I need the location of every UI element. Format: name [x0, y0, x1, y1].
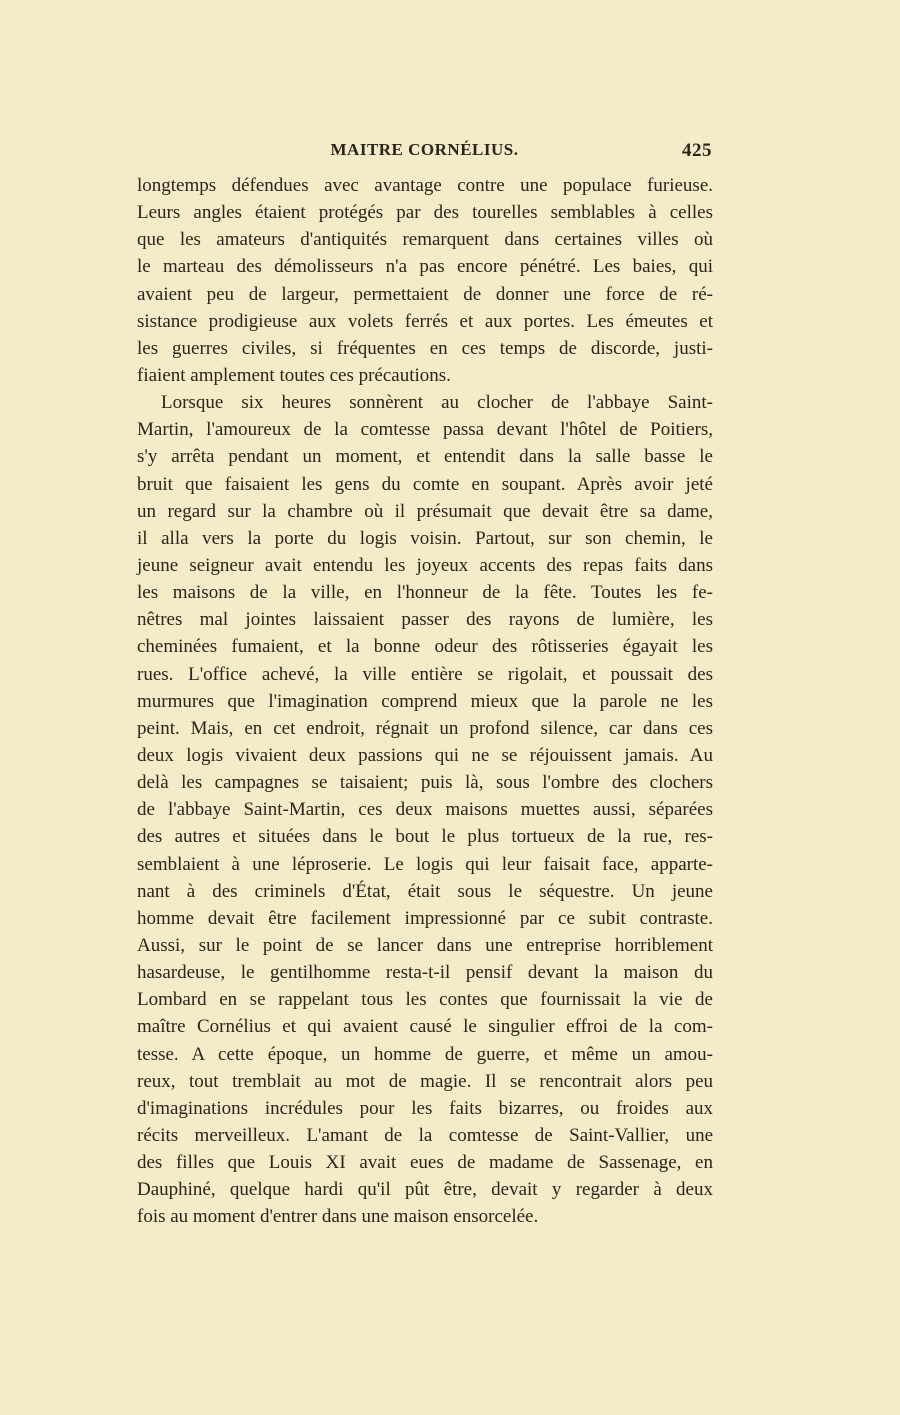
- text-line: il alla vers la porte du logis voisin. Partout, sur son chemin, le: [137, 527, 713, 549]
- text-line: Lorsque six heures sonnèrent au clocher de l'abbaye Saint-: [161, 392, 713, 414]
- page-header: [137, 140, 712, 166]
- text-line: semblaient à une léproserie. Le logis qui leur faisait face, apparte-: [137, 853, 713, 875]
- text-line: delà les campagnes se taisaient; puis là, sous l'ombre des clochers: [137, 772, 713, 794]
- text-line: peint. Mais, en cet endroit, régnait un profond silence, car dans ces: [137, 717, 713, 739]
- text-line: avaient peu de largeur, permettaient de donner une force de ré-: [137, 283, 713, 305]
- text-line: cheminées fumaient, et la bonne odeur des rôtisseries égayait les: [137, 636, 713, 658]
- text-line: rues. L'office achevé, la ville entière se rigolait, et poussait des: [137, 663, 713, 685]
- text-line: sistance prodigieuse aux volets ferrés et aux portes. Les émeutes et: [137, 310, 713, 332]
- text-line: tesse. A cette époque, un homme de guerre, et même un amou-: [137, 1043, 713, 1065]
- text-line: récits merveilleux. L'amant de la comtesse de Saint-Vallier, une: [137, 1124, 713, 1146]
- text-line: le marteau des démolisseurs n'a pas encore pénétré. Les baies, qui: [137, 256, 713, 278]
- text-line: reux, tout tremblait au mot de magie. Il se rencontrait alors peu: [137, 1070, 713, 1092]
- text-line: un regard sur la chambre où il présumait que devait être sa dame,: [137, 500, 713, 522]
- page-number: 425: [682, 140, 712, 161]
- text-line: Lombard en se rappelant tous les contes que fournissait la vie de: [137, 989, 713, 1011]
- text-line: Aussi, sur le point de se lancer dans une entreprise horriblement: [137, 934, 713, 956]
- page-body-text: [137, 172, 713, 1230]
- text-line: fiaient amplement toutes ces précautions.: [137, 364, 451, 386]
- text-line: maître Cornélius et qui avaient causé le singulier effroi de la com-: [137, 1016, 713, 1038]
- text-line: hasardeuse, le gentilhomme resta-t-il pensif devant la maison du: [137, 962, 713, 984]
- text-line: des autres et situées dans le bout le plus tortueux de la rue, res-: [137, 826, 713, 848]
- text-line: longtemps défendues avec avantage contre une populace furieuse.: [137, 175, 713, 196]
- text-line: les guerres civiles, si fréquentes en ces temps de discorde, justi-: [137, 337, 713, 359]
- running-title: MAITRE CORNÉLIUS.: [330, 140, 519, 159]
- text-line: homme devait être facilement impressionné par ce subit contraste.: [137, 907, 713, 929]
- text-line: d'imaginations incrédules pour les faits bizarres, ou froides aux: [137, 1097, 713, 1119]
- text-line: Leurs angles étaient protégés par des tourelles semblables à celles: [137, 202, 713, 224]
- text-line: s'y arrêta pendant un moment, et entendit dans la salle basse le: [137, 446, 713, 468]
- text-line: nant à des criminels d'État, était sous le séquestre. Un jeune: [137, 880, 713, 902]
- text-line: les maisons de la ville, en l'honneur de la fête. Toutes les fe-: [137, 582, 713, 604]
- text-line: des filles que Louis XI avait eues de madame de Sassenage, en: [137, 1152, 713, 1174]
- text-line: deux logis vivaient deux passions qui ne se réjouissent jamais. Au: [137, 744, 713, 766]
- text-line: Martin, l'amoureux de la comtesse passa devant l'hôtel de Poitiers,: [137, 419, 713, 441]
- text-line: murmures que l'imagination comprend mieux que la parole ne les: [137, 690, 713, 712]
- text-line: bruit que faisaient les gens du comte en soupant. Après avoir jeté: [137, 473, 713, 495]
- text-line: nêtres mal jointes laissaient passer des rayons de lumière, les: [137, 609, 713, 631]
- text-line: jeune seigneur avait entendu les joyeux accents des repas faits dans: [137, 554, 713, 576]
- text-line: que les amateurs d'antiquités remarquent dans certaines villes où: [137, 229, 713, 251]
- text-line: fois au moment d'entrer dans une maison ensorcelée.: [137, 1206, 539, 1228]
- text-line: de l'abbaye Saint-Martin, ces deux maisons muettes aussi, séparées: [137, 799, 713, 821]
- text-line: Dauphiné, quelque hardi qu'il pût être, devait y regarder à deux: [137, 1179, 713, 1201]
